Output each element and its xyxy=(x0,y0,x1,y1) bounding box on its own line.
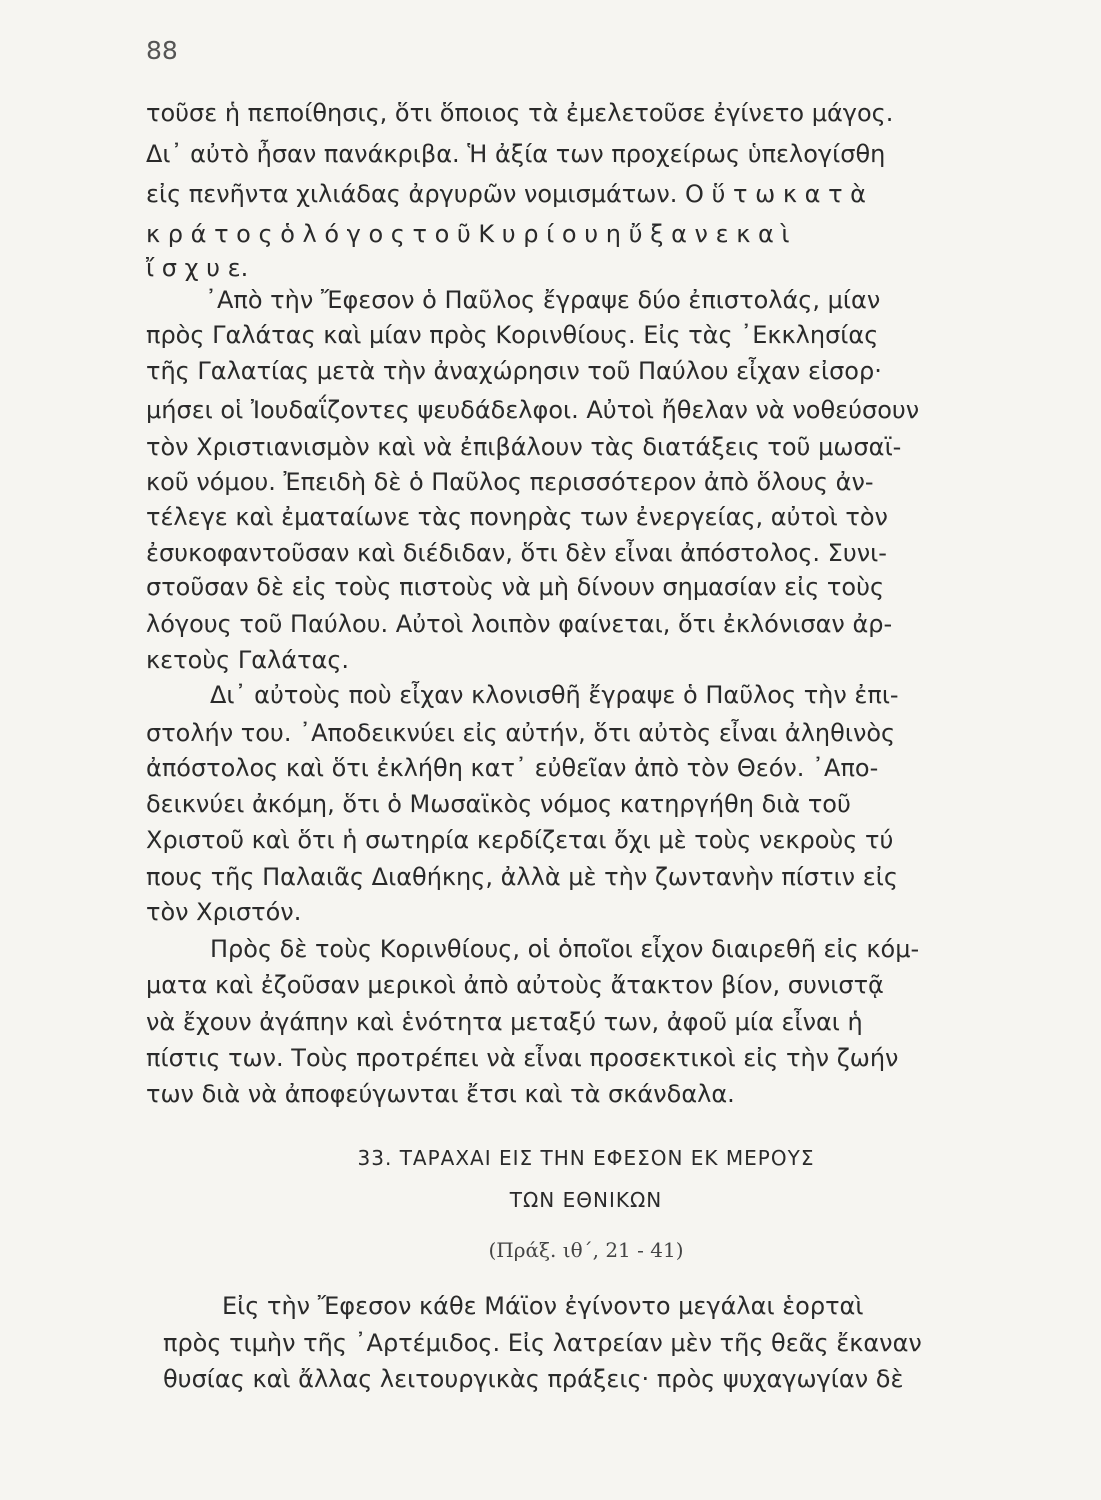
text-line: πίστις των. Τοὺς προτρέπει νὰ εἶναι προσεκτικοὶ εἰς τὴν ζωήν xyxy=(146,1044,899,1072)
text-line: πρὸς Γαλάτας καὶ μίαν πρὸς Κορινθίους. Εἰς τὰς ᾿Εκκλησίας xyxy=(146,321,879,349)
text-line: τέλεγε καὶ ἐματαίωνε τὰς πονηρὰς των ἐνεργείας, αὐτοὶ τὸν xyxy=(146,503,888,531)
text-line: θυσίας καὶ ἄλλας λειτουργικὰς πράξεις· πρὸς ψυχαγωγίαν δὲ xyxy=(163,1365,904,1393)
text-line: μήσει οἱ Ἰουδαΐζοντες ψευδάδελφοι. Αὐτοὶ ἤθελαν νὰ νοθεύσουν xyxy=(146,396,920,424)
section-title-line-2: ΤΩΝ ΕΘΝΙΚΩΝ xyxy=(509,1188,663,1212)
text-line: νὰ ἔχουν ἀγάπην καὶ ἑνότητα μεταξύ των, ἀφοῦ μία εἶναι ἡ xyxy=(146,1008,863,1036)
page-number: 88 xyxy=(146,36,178,65)
text-line: τῆς Γαλατίας μετὰ τὴν ἀναχώρησιν τοῦ Παύλου εἶχαν εἰσορ· xyxy=(146,357,882,385)
text-line: τοῦσε ἡ πεποίθησις, ὅτι ὅποιος τὰ ἐμελετοῦσε ἐγίνετο μάγος. xyxy=(146,99,894,127)
text-line: κετοὺς Γαλάτας. xyxy=(146,646,350,674)
section-title-line-1: 33. ΤΑΡΑΧΑΙ ΕΙΣ ΤΗΝ ΕΦΕΣΟΝ ΕΚ ΜΕΡΟΥΣ xyxy=(357,1146,815,1170)
text-line: Πρὸς δὲ τοὺς Κορινθίους, οἱ ὁποῖοι εἶχον διαιρεθῆ εἰς κόμ- xyxy=(210,935,920,963)
text-line: ματα καὶ ἐζοῦσαν μερικοὶ ἀπὸ αὐτοὺς ἄτακτον βίον, συνιστᾷ xyxy=(146,971,884,999)
text-line: Δι᾽ αὐτὸ ἦσαν πανάκριβα. Ἡ ἀξία των προχείρως ὑπελογίσθη xyxy=(146,140,886,168)
text-line: ἀπόστολος καὶ ὅτι ἐκλήθη κατ᾽ εὐθεῖαν ἀπὸ τὸν Θεόν. ᾿Απο- xyxy=(146,754,879,782)
text-line: λόγους τοῦ Παύλου. Αὐτοὶ λοιπὸν φαίνεται, ὅτι ἐκλόνισαν ἀρ- xyxy=(146,610,893,638)
text-line: κ ρ ά τ ο ς ὁ λ ό γ ο ς τ ο ῦ Κ υ ρ ί ο υ η ὔ ξ α ν ε κ α ὶ xyxy=(146,220,790,248)
text-line: δεικνύει ἀκόμη, ὅτι ὁ Μωσαϊκὸς νόμος κατηργήθη διὰ τοῦ xyxy=(146,790,851,818)
text-line: πρὸς τιμὴν τῆς ᾿Αρτέμιδος. Εἰς λατρείαν μὲν τῆς θεᾶς ἔκαναν xyxy=(163,1329,922,1357)
text-line: ᾿Απὸ τὴν Ἔφεσον ὁ Παῦλος ἔγραψε δύο ἐπιστολάς, μίαν xyxy=(205,286,881,314)
scripture-reference: (Πράξ. ιθ΄, 21 - 41) xyxy=(488,1238,684,1262)
text-line: Δι᾽ αὐτοὺς ποὺ εἶχαν κλονισθῆ ἔγραψε ὁ Παῦλος τὴν ἐπι- xyxy=(210,681,899,709)
text-line: ἴ σ χ υ ε. xyxy=(146,254,249,282)
text-line: ἐσυκοφαντοῦσαν καὶ διέδιδαν, ὅτι δὲν εἶναι ἀπόστολος. Συνι- xyxy=(146,539,887,567)
text-line: πους τῆς Παλαιᾶς Διαθήκης, ἀλλὰ μὲ τὴν ζωντανὴν πίστιν εἰς xyxy=(146,863,898,891)
text-line: στολήν του. ᾿Αποδεικνύει εἰς αὐτήν, ὅτι αὐτὸς εἶναι ἀληθινὸς xyxy=(146,719,896,747)
text-line: Χριστοῦ καὶ ὅτι ἡ σωτηρία κερδίζεται ὄχι μὲ τοὺς νεκροὺς τύ xyxy=(146,826,894,854)
text-line: Εἰς τὴν Ἔφεσον κάθε Μάϊον ἐγίνοντο μεγάλαι ἑορταὶ xyxy=(222,1292,864,1320)
text-line: των διὰ νὰ ἀποφεύγωνται ἔτσι καὶ τὰ σκάνδαλα. xyxy=(146,1080,735,1108)
text-line: τὸν Χριστόν. xyxy=(146,898,302,926)
text-line: κοῦ νόμου. Ἐπειδὴ δὲ ὁ Παῦλος περισσότερον ἀπὸ ὅλους ἀν- xyxy=(146,468,874,496)
text-line: τὸν Χριστιανισμὸν καὶ νὰ ἐπιβάλουν τὰς διατάξεις τοῦ μωσαϊ- xyxy=(146,433,902,461)
text-line: στοῦσαν δὲ εἰς τοὺς πιστοὺς νὰ μὴ δίνουν σημασίαν εἰς τοὺς xyxy=(146,573,885,601)
text-line: εἰς πενῆντα χιλιάδας ἀργυρῶν νομισμάτων. Ο ὕ τ ω κ α τ ὰ xyxy=(146,180,866,208)
